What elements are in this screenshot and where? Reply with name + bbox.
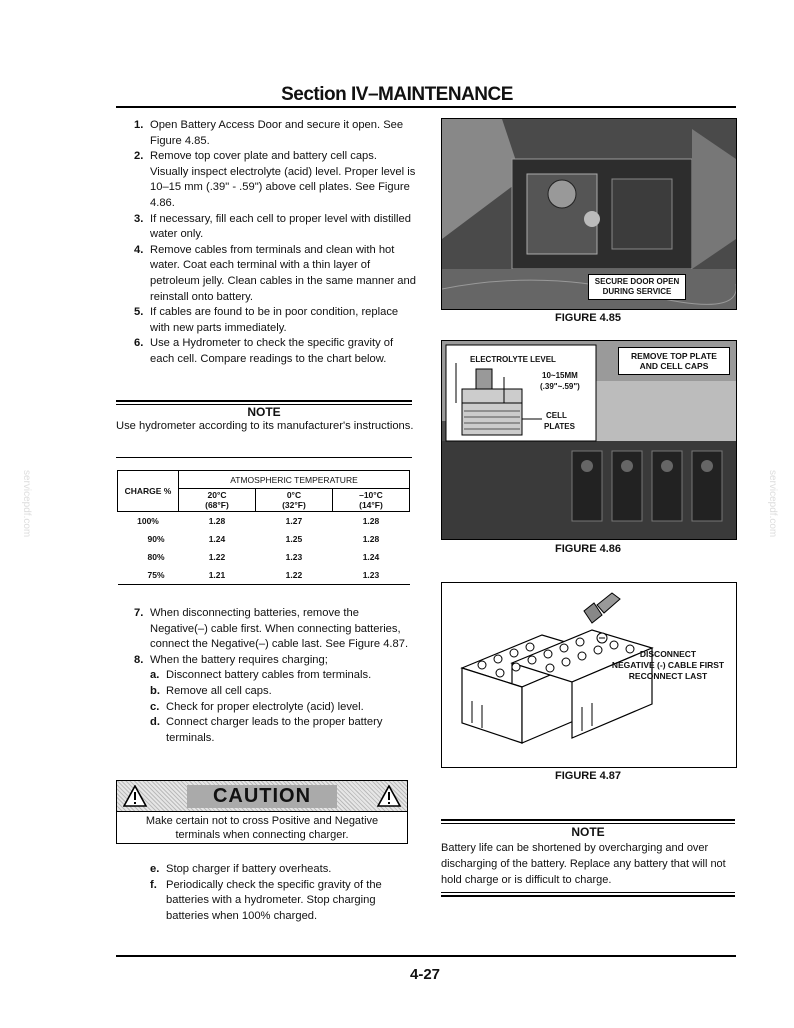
figure-4-87-line2: NEGATIVE (-) CABLE FIRST — [611, 660, 725, 670]
step-number: 3. — [134, 212, 144, 225]
substep-item — [134, 715, 416, 746]
footer-rule — [116, 955, 736, 957]
table-row: 80% 1.22 1.23 1.24 — [147, 552, 380, 562]
figure-4-87-line1: DISCONNECT — [639, 649, 697, 659]
step-number: e. — [150, 863, 160, 875]
step-text: When the battery requires charging; — [150, 653, 328, 666]
figure-4-86-cell: CELL — [546, 411, 567, 420]
step-text: Remove top cover plate and battery cell caps. Visually inspect electrolyte (acid) level. Proper level is 10–15 mm (.39" - .59") above cell plates. See Figure 4.86. — [150, 150, 416, 209]
step-number: 1. — [134, 119, 144, 131]
figure-4-86-inch: (.39"~.59") — [540, 382, 580, 391]
note2-text: Battery life can be shortened by overcharging and over discharging of the battery. Replace any battery that will not hold charge or is difficult to charge. — [441, 842, 726, 886]
step-text: When disconnecting batteries, remove the Negative(–) cable first. When connecting batteries, connect the Negative(–) cable last. See Figure 4.87. — [150, 607, 409, 651]
step-number: b. — [150, 684, 160, 697]
step-text: Check for proper electrolyte (acid) level. — [166, 700, 364, 713]
step-item — [118, 336, 416, 367]
step-number: 8. — [134, 653, 144, 666]
step-text: If necessary, fill each cell to proper level with distilled water only. — [150, 212, 411, 241]
watermark-right: servicepdf.com — [767, 470, 778, 538]
figure-4-87-label: FIGURE 4.87 — [554, 770, 622, 782]
note1-text: Use hydrometer according to its manufacturer's instructions. — [116, 420, 414, 432]
figure-4-85-callout: SECURE DOOR OPEN DURING SERVICE — [588, 274, 686, 300]
substep-item — [134, 878, 416, 925]
step-item — [118, 243, 416, 305]
figure-4-86-electrolyte: ELECTROLYTE LEVEL — [470, 355, 556, 364]
note2-rule-bottom2 — [441, 895, 735, 897]
warning-icon — [377, 785, 401, 807]
caution-box — [116, 780, 408, 844]
step-number: 7. — [134, 607, 144, 619]
note2-rule-bottom — [441, 892, 735, 893]
step-number: 5. — [134, 306, 144, 319]
step-item — [118, 305, 416, 336]
step-number: d. — [150, 716, 160, 729]
caution-title: CAUTION — [187, 785, 337, 808]
note1-title: NOTE — [247, 405, 281, 419]
caution-text: Make certain not to cross Positive and Negative terminals when connecting charger. — [145, 815, 379, 841]
step-text: Remove cables from terminals and clean with hot water. Coat each terminal with a thin layer of petroleum jelly. Clean cables in the same manner and reinstall onto battery. — [150, 243, 416, 303]
steps-mid — [134, 606, 416, 746]
step-text: Use a Hydrometer to check the specific gravity of each cell. Compare readings to the chart below. — [150, 337, 394, 365]
note2-rule-top2 — [441, 823, 735, 824]
table-row: 75% 1.21 1.22 1.23 — [118, 566, 410, 585]
step-item — [118, 118, 416, 149]
substep-item — [134, 668, 416, 684]
step-text: If cables are found to be in poor condition, replace with new parts immediately. — [150, 306, 399, 334]
step-number: c. — [150, 700, 160, 713]
substep-item — [134, 700, 416, 716]
step-item — [118, 212, 416, 243]
steps-top — [118, 118, 416, 368]
section-title: Section IV–MAINTENANCE — [281, 84, 513, 105]
figure-4-87-line3: RECONNECT LAST — [628, 671, 708, 681]
page-number: 4-27 — [409, 966, 441, 983]
header-rule — [116, 106, 736, 108]
figure-4-85-photo — [441, 118, 737, 310]
specific-gravity-table — [117, 470, 410, 585]
table-row: 100% 1.28 1.27 1.28 — [137, 516, 380, 526]
table-group-header: ATMOSPHERIC TEMPERATURE — [179, 471, 410, 489]
caution-header — [117, 781, 407, 812]
step-text: Disconnect battery cables from terminals. — [166, 669, 372, 682]
step-text: Open Battery Access Door and secure it open. See Figure 4.85. — [150, 119, 404, 147]
substep-item — [134, 684, 416, 700]
step-number: 6. — [134, 337, 144, 350]
note1-rule-top — [116, 400, 412, 402]
steps-bottom — [134, 862, 416, 924]
step-text: Remove all cell caps. — [166, 684, 272, 697]
figure-4-85-label: FIGURE 4.85 — [554, 312, 622, 324]
figure-4-87-drawing — [441, 582, 737, 768]
substep-item — [134, 862, 416, 878]
table-row: 90% 1.24 1.25 1.28 — [147, 534, 380, 544]
note2-rule-top — [441, 819, 735, 821]
figure-4-86-photo — [441, 340, 737, 540]
step-number: f. — [150, 878, 157, 891]
step-number: 4. — [134, 243, 144, 256]
step-item — [134, 606, 416, 653]
step-text: Periodically check the specific gravity of the batteries with a hydrometer. Stop charging batteries when 100% charged. — [166, 878, 382, 922]
figure-4-86-mm: 10~15MM — [542, 371, 578, 380]
note1-rule-bottom — [116, 457, 412, 458]
warning-icon — [123, 785, 147, 807]
step-text: Stop charger if battery overheats. — [166, 863, 332, 875]
table-col-0c: 0°C (32°F) — [255, 489, 332, 512]
figure-4-86-plates: PLATES — [544, 422, 575, 431]
step-number: 2. — [134, 150, 144, 163]
figure-4-86-callout: REMOVE TOP PLATE AND CELL CAPS — [618, 347, 730, 375]
note2-title: NOTE — [571, 825, 605, 839]
table-col-charge: CHARGE % — [118, 471, 179, 512]
step-item — [118, 149, 416, 211]
figure-4-86-label: FIGURE 4.86 — [554, 543, 622, 555]
step-text: Connect charger leads to the proper battery terminals. — [166, 716, 383, 744]
step-number: a. — [150, 669, 160, 682]
watermark-left: servicepdf.com — [21, 470, 32, 538]
table-col-minus10c: –10°C (14°F) — [332, 489, 409, 512]
step-item — [134, 653, 416, 669]
table-col-20c: 20°C (68°F) — [179, 489, 256, 512]
